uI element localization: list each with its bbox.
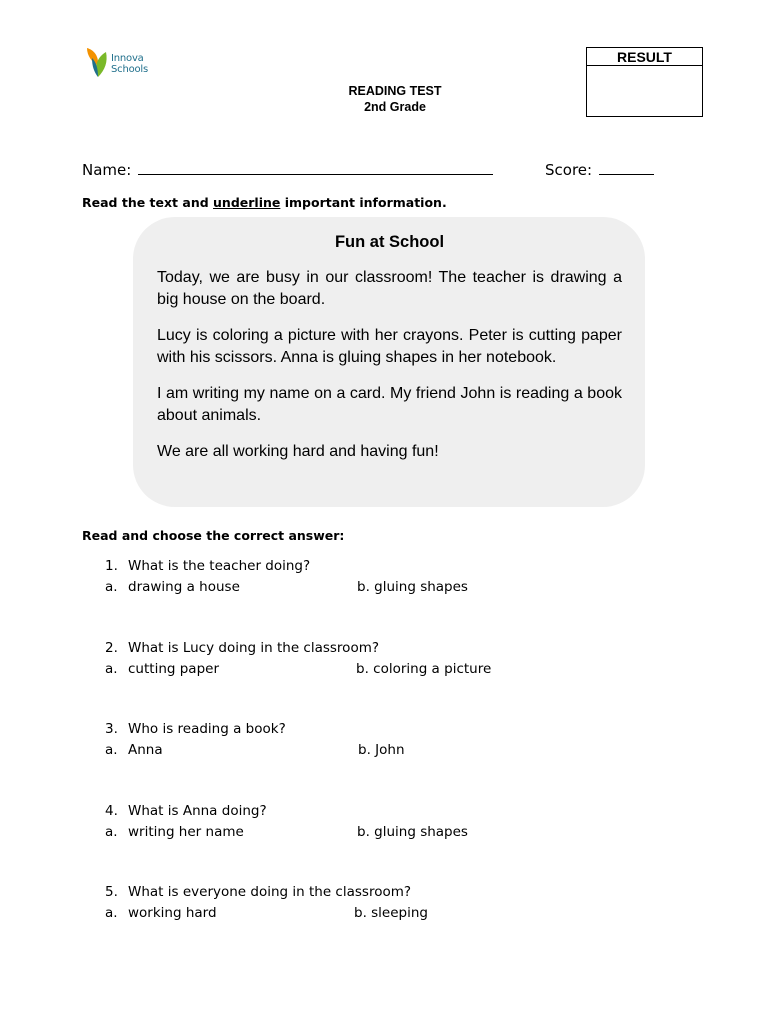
- option-a[interactable]: cutting paper: [128, 661, 219, 677]
- question-number: 4.: [105, 803, 118, 819]
- question-4: [105, 803, 625, 845]
- name-label: Name:: [82, 161, 132, 179]
- option-b[interactable]: b. coloring a picture: [356, 661, 492, 677]
- option-a[interactable]: writing her name: [128, 824, 244, 840]
- test-title: [290, 83, 500, 115]
- test-title-line-2: 2nd Grade: [364, 100, 426, 114]
- instruction-1-before: Read the text and: [82, 195, 214, 210]
- logo-line-2: Schools: [111, 64, 149, 75]
- question-1: [105, 558, 625, 600]
- question-text: What is Lucy doing in the classroom?: [128, 640, 380, 656]
- result-box: [586, 47, 703, 117]
- score-label: Score:: [545, 161, 593, 179]
- passage-paragraph: Lucy is coloring a picture with her crayons. Peter is cutting paper with his scissors. Anna is gluing shapes in her notebook.: [157, 327, 622, 366]
- instruction-choose: Read and choose the correct answer:: [82, 528, 345, 543]
- passage-paragraph: We are all working hard and having fun!: [157, 443, 439, 460]
- school-logo: [84, 44, 174, 80]
- test-title-line-1: READING TEST: [348, 84, 442, 98]
- option-b[interactable]: b. gluing shapes: [357, 824, 468, 840]
- score-blank[interactable]: [599, 160, 654, 175]
- question-number: 1.: [105, 558, 118, 574]
- option-a-letter: a.: [105, 661, 118, 677]
- logo-text: [111, 53, 148, 75]
- score-line: [545, 160, 654, 179]
- option-a-letter: a.: [105, 905, 118, 921]
- logo-line-1: Innova: [111, 53, 144, 64]
- passage-title: Fun at School: [334, 233, 445, 251]
- passage-paragraph: I am writing my name on a card. My friend John is reading a book about animals.: [157, 385, 622, 424]
- option-a-letter: a.: [105, 579, 118, 595]
- question-5: [105, 884, 625, 926]
- instruction-underline: [82, 195, 447, 210]
- question-number: 2.: [105, 640, 118, 656]
- instruction-1-underlined: underline: [213, 195, 281, 210]
- question-3: [105, 721, 625, 763]
- name-blank[interactable]: [138, 160, 493, 175]
- option-a[interactable]: working hard: [128, 905, 217, 921]
- question-2: [105, 640, 625, 682]
- question-text: Who is reading a book?: [128, 721, 286, 737]
- reading-passage: [133, 217, 645, 507]
- question-text: What is Anna doing?: [128, 803, 267, 819]
- option-b[interactable]: b. John: [358, 742, 405, 758]
- option-a-letter: a.: [105, 824, 118, 840]
- instruction-1-after: important information.: [280, 195, 447, 210]
- leaf-logo-icon: [84, 44, 110, 78]
- option-b[interactable]: b. sleeping: [354, 905, 428, 921]
- passage-paragraph: Today, we are busy in our classroom! The teacher is drawing a big house on the board.: [157, 269, 622, 308]
- result-label: RESULT: [587, 48, 702, 66]
- question-number: 5.: [105, 884, 118, 900]
- name-line: [82, 160, 493, 179]
- question-number: 3.: [105, 721, 118, 737]
- option-a[interactable]: drawing a house: [128, 579, 240, 595]
- option-a[interactable]: Anna: [128, 742, 163, 758]
- question-text: What is everyone doing in the classroom?: [128, 884, 412, 900]
- question-text: What is the teacher doing?: [128, 558, 311, 574]
- option-b[interactable]: b. gluing shapes: [357, 579, 468, 595]
- option-a-letter: a.: [105, 742, 118, 758]
